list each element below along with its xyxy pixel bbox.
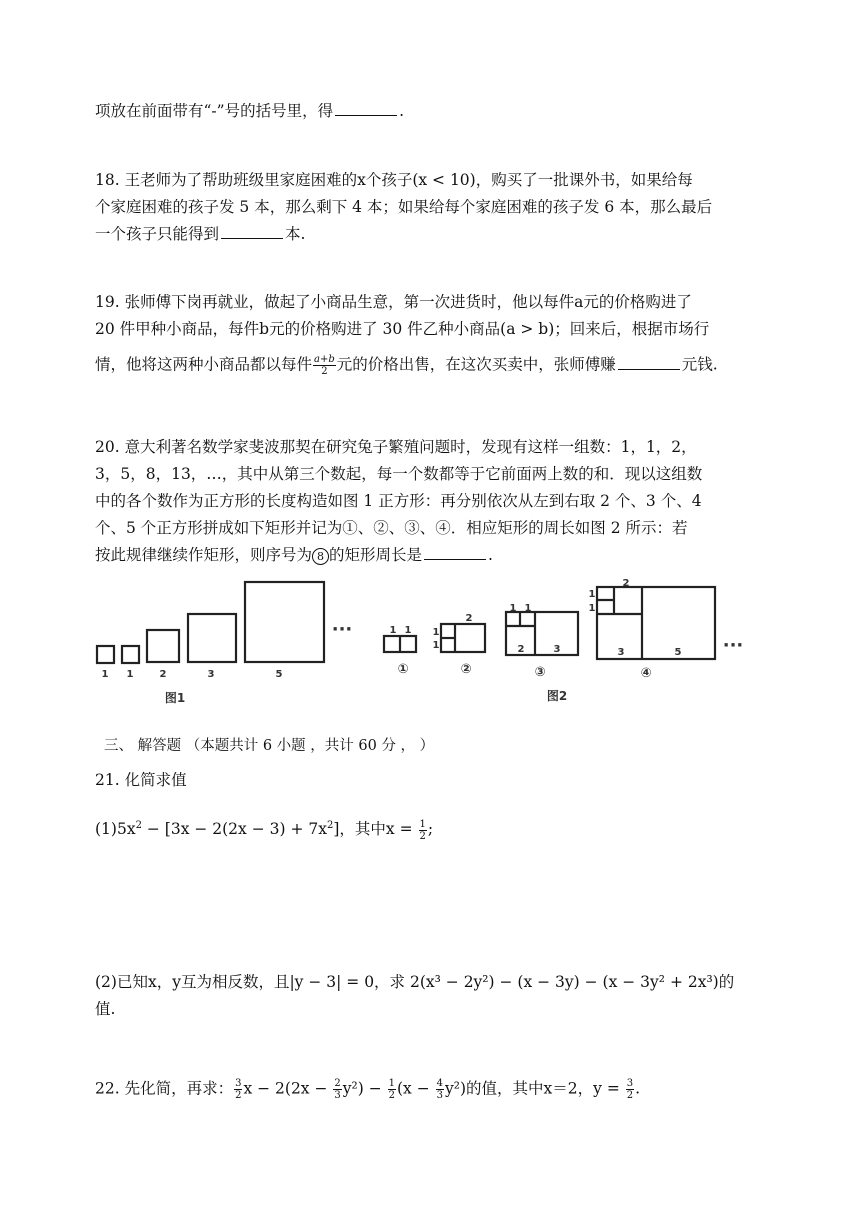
q21-part2-line2: 值.	[95, 1000, 116, 1018]
q19-line3	[95, 354, 718, 377]
rect-index: ②	[460, 662, 472, 677]
square-1a	[97, 646, 114, 663]
q21-p1-end: ;	[427, 820, 434, 839]
rect-index: ④	[640, 666, 652, 681]
fig2-ellipsis: ···	[722, 635, 744, 656]
rect-index: ③	[534, 665, 546, 680]
fig1-caption: 图1	[164, 691, 186, 705]
q22-expr4: y²)的值，其中x＝2，y =	[445, 1079, 625, 1098]
fraction	[313, 354, 336, 377]
q20-text: 按此规律继续作矩形，则序号为	[95, 546, 313, 564]
q20-line1: 20. 意大利著名数学家斐波那契在研究兔子繁殖问题时，发现有这样一组数：1，1，2，	[95, 438, 697, 456]
q18-end: 本.	[285, 225, 306, 243]
q20-line5	[95, 545, 493, 565]
r4-label: 1	[588, 589, 596, 600]
fraction: $\frac{3}{2}$	[235, 1078, 242, 1101]
answer-blank	[618, 355, 680, 370]
q20-end: .	[488, 546, 493, 564]
square-3	[188, 614, 236, 662]
q20-line2: 3，5，8，13，…，其中从第三个数起，每一个数都等于它前面两上数的和．现以这组数	[95, 465, 703, 483]
q19-line1: 19. 张师傅下岗再就业，做起了小商品生意，第一次进货时，他以每件a元的价格购进了	[95, 293, 692, 311]
rect-index: ①	[397, 662, 409, 677]
fraction: $\frac{1}{2}$	[388, 1078, 395, 1101]
section-heading: 三、 解答题 （本题共计 6 小题 ，共计 60 分 ， ）	[104, 738, 435, 754]
r4-label: 3	[617, 647, 625, 658]
r3-label: 2	[517, 644, 525, 655]
answer-blank	[424, 545, 486, 560]
fig1-label: 3	[207, 669, 215, 680]
q22-text: 22. 先化简，再求：	[95, 1079, 234, 1098]
r1-label: 1	[404, 625, 412, 636]
q17-tail	[95, 101, 404, 121]
circled-number: 8	[312, 548, 329, 565]
square-1b	[122, 646, 139, 663]
fibonacci-figures	[0, 575, 860, 705]
r3-label: 1	[509, 603, 517, 614]
r3-label: 1	[524, 603, 532, 614]
q22-expr1: x − 2(2x −	[243, 1079, 333, 1098]
r2-label: 1	[432, 640, 440, 651]
q20-line4: 个、5 个正方形拼成如下矩形并记为①、②、③、④．相应矩形的周长如图 2 所示：若	[95, 519, 688, 537]
answer-blank	[221, 224, 283, 239]
r2-label: 1	[432, 627, 440, 638]
r4-label: 5	[674, 647, 682, 658]
q22	[95, 1078, 640, 1101]
q17-text: 项放在前面带有“-”号的括号里，得	[95, 102, 334, 120]
q21-part2-line1: (2)已知x，y互为相反数，且|y − 3| = 0，求 2(x³ − 2y²) − (x − 3y) − (x − 3y² + 2x³)的	[95, 973, 735, 991]
fraction: $\frac{1}{2}$	[419, 818, 426, 842]
q22-expr3: (x −	[397, 1079, 435, 1098]
q21-title: 21. 化简求值	[95, 771, 187, 789]
q20-line3: 中的各个数作为正方形的长度构造如图 1 正方形：再分别依次从左到右取 2 个、3 个、4	[95, 492, 702, 510]
square-2	[147, 630, 179, 662]
q18-text: 一个孩子只能得到	[95, 225, 220, 243]
q19-text-mid: 元的价格出售，在这次买卖中，张师傅赚	[336, 355, 616, 374]
answer-blank	[335, 101, 397, 116]
fraction: $\frac{2}{3}$	[334, 1078, 341, 1101]
r1-label: 1	[389, 625, 397, 636]
square-5	[245, 582, 324, 662]
q19-text: 情，他将这两种小商品都以每件	[95, 355, 313, 374]
q18-line2: 个家庭困难的孩子发 5 本，那么剩下 4 本；如果给每个家庭困难的孩子发 6 本，那么最后	[95, 198, 713, 216]
fraction-numerator: a+b	[314, 354, 335, 365]
fig1-label: 1	[101, 669, 109, 680]
q18-line1: 18. 王老师为了帮助班级里家庭困难的x个孩子(x < 10)，购买了一批课外书，如果给每	[95, 171, 693, 189]
fig1-label: 5	[275, 669, 283, 680]
q21-part1: $(1)5x^2 - [3x - 2(2x - 3) + 7x^2]$，其中x = $\frac{1}{2}$ ;	[95, 818, 434, 842]
q21-p1-start: (1)5x	[95, 820, 136, 839]
fraction-denominator: 2	[321, 366, 328, 377]
fraction: $\frac{4}{3}$	[436, 1078, 444, 1101]
fig1-label: 2	[159, 669, 167, 680]
q19-end: 元钱.	[681, 355, 718, 374]
q18-line3	[95, 224, 305, 244]
fraction: $\frac{3}{2}$	[626, 1078, 634, 1101]
q20-text-2: 的矩形周长是	[329, 546, 423, 564]
fig2-caption: 图2	[546, 689, 568, 703]
r4-label: 1	[588, 603, 596, 614]
fig1-label: 1	[126, 669, 134, 680]
r2-label: 2	[465, 613, 473, 624]
fig1-ellipsis: ···	[331, 619, 353, 640]
r3-label: 3	[553, 644, 561, 655]
q22-expr2: y²) −	[342, 1079, 387, 1098]
q21-p1-cond: ]，其中x =	[333, 820, 418, 839]
q19-line2: 20 件甲种小商品，每件b元的价格购进了 30 件乙种小商品(a > b)；回来后，根据市场行	[95, 320, 710, 338]
q17-end: .	[399, 102, 405, 120]
r4-label: 2	[622, 578, 630, 589]
q22-end: .	[635, 1079, 641, 1098]
q21-p1-expr: − [3x − 2(2x − 3) + 7x	[141, 820, 327, 839]
